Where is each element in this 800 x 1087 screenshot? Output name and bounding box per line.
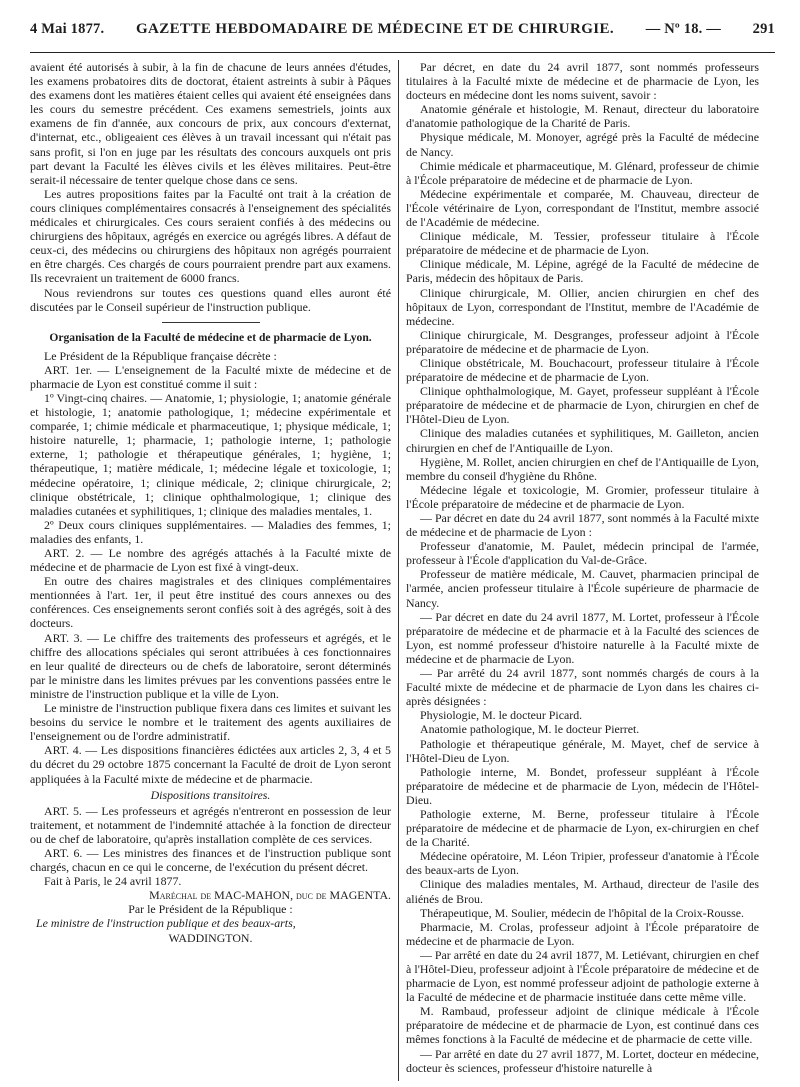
running-header bbox=[30, 6, 775, 53]
decree-paragraph: — Par arrêté en date du 27 avril 1877, M. Lortet, docteur en médecine, docteur ès sciences, professeur d'histoire naturelle à bbox=[406, 1046, 759, 1075]
appointment: Thérapeutique, M. Soulier, médecin de l'hôpital de la Croix-Rousse. bbox=[420, 905, 744, 920]
appointment: Chimie médicale et pharmaceutique, M. Glénard, professeur de chimie à l'École préparatoire de médecine et de pharmacie de Lyon. bbox=[406, 158, 759, 187]
appointment: Clinique médicale, M. Lépine, agrégé de la Faculté de médecine de Paris, médecin des hôpitaux de Paris. bbox=[406, 257, 759, 286]
decree-article: ART. 5. — Les professeurs et agrégés n'entreront en possession de leur traitement, et notamment de l'indemnité attachée à la fonction de directeur ou de chef de laboratoire, qu'après installation complète de ces services. bbox=[30, 803, 391, 846]
decree-paragraph: — Par arrêté en date du 24 avril 1877, M. Letiévant, chirurgien en chef à l'Hôtel-Dieu, professeur adjoint à l'École préparatoire de médecine et de pharmacie de Lyon, est nommé professeur adjoint de pathologie externe à la Faculté de médecine et de pharmacie instituée dans cette même ville. bbox=[406, 947, 759, 1005]
section-heading: Organisation de la Faculté de médecine et de pharmacie de Lyon. bbox=[49, 330, 372, 344]
signing-place-date: Fait à Paris, le 24 avril 1877. bbox=[44, 874, 182, 889]
paragraph: En outre des chaires magistrales et des cliniques complémentaires mentionnées à l'art. 1er, il peut être institué des cours annexes ou des conférences. Ces enseignements seront confiés soit à des agrégés, soit à des docteurs. bbox=[30, 574, 391, 631]
signature-president: Maréchal de MAC-MAHON, duc de MAGENTA. bbox=[149, 888, 391, 903]
appointment: Pathologie externe, M. Berne, professeur titulaire à l'École préparatoire de médecine et de pharmacie de Lyon, ex-chirurgien en chef de la Charité. bbox=[406, 806, 759, 850]
issue-number: — Nº 18. — bbox=[645, 20, 721, 37]
signature-minister: WADDINGTON. bbox=[168, 930, 253, 945]
page-number: 291 bbox=[752, 20, 775, 37]
appointment: Physique médicale, M. Monoyer, agrégé près la Faculté de médecine de Nancy. bbox=[406, 130, 759, 159]
appointment: Clinique des maladies cutanées et syphilitiques, M. Gailleton, ancien chirurgien en chef de l'Antiquaille de Lyon. bbox=[406, 426, 759, 455]
appointment: Professeur de matière médicale, M. Cauvet, pharmacien principal de l'armée, ancien professeur titulaire à l'École supérieure de pharmacie de Nancy. bbox=[406, 567, 759, 610]
paragraph: Les autres propositions faites par la Faculté ont trait à la création de cours cliniques complémentaires consacrés à l'enseignement des spécialités médicales et chirurgicales. Ces cours seraient confiés à des médecins ou chirurgiens des hôpitaux, agrégés en exercice ou agrégés libres. A défaut de ceux-ci, des médecins ou chirurgiens des hôpitaux non agrégés pourraient en être chargés. Ces chargés de cours pourraient prendre part aux examens. Ils recevraient un traitement de 6000 francs. bbox=[30, 186, 391, 286]
paragraph: avaient été autorisés à subir, à la fin de chacune de leurs années d'études, les examens probatoires dits de doctorat, étaient astreints à subir à Pâques des examens dont les matières étaient celles qui avaient été enseignées dans les cours du semestre précédent. Ces examens semestriels, joints aux examens de fin d'année, aux concours de prix, aux concours d'externat, d'internat, etc., obligeaient ces élèves à un travail incessant qui n'était pas sans profit, si l'on en juge par les résultats des concours auxquels ont pris part devant la Faculté les élèves civils et les élèves militaires. Peut-être serait-il nécessaire de tenter quelque chose dans ce sens. bbox=[30, 60, 391, 187]
appointment: Clinique médicale, M. Tessier, professeur titulaire à l'École préparatoire de médecine et de pharmacie de Lyon. bbox=[406, 229, 759, 258]
left-column bbox=[30, 60, 398, 945]
decree-article: 2º Deux cours cliniques supplémentaires. — Maladies des femmes, 1; maladies des enfants, 1. bbox=[30, 517, 391, 546]
paragraph: Le Président de la République française décrète : bbox=[44, 348, 277, 363]
appointment: Clinique chirurgicale, M. Ollier, ancien chirurgien en chef des hôpitaux de Lyon, correspondant de l'Institut, membre de l'Académie de médecine. bbox=[406, 285, 759, 328]
appointment: Physiologie, M. le docteur Picard. bbox=[420, 708, 583, 723]
appointment: Pathologie interne, M. Bondet, professeur suppléant à l'École préparatoire de médecine et de pharmacie de Lyon, médecin de l'Hôtel-Dieu. bbox=[406, 764, 759, 807]
decree-article: ART. 6. — Les ministres des finances et de l'instruction publique sont chargés, chacun en ce qui le concerne, de l'exécution du présent décret. bbox=[30, 845, 391, 875]
section-divider bbox=[162, 322, 260, 323]
issue-date: 4 Mai 1877. bbox=[30, 20, 105, 37]
appointment: Clinique ophthalmologique, M. Gayet, professeur suppléant à l'École préparatoire de médecine et de pharmacie de Lyon, chirurgien en chef de l'Hôtel-Dieu de Lyon. bbox=[406, 384, 759, 427]
decree-article: ART. 4. — Les dispositions financières édictées aux articles 2, 3, 4 et 5 du décret du 29 octobre 1875 concernant la Faculté de droit de Lyon seront appliquées à la Faculté mixte de médecine et de pharmacie. bbox=[30, 743, 391, 786]
right-column bbox=[398, 60, 759, 1081]
appointment: Clinique obstétricale, M. Bouchacourt, professeur titulaire à l'École préparatoire de médecine et de pharmacie de Lyon. bbox=[406, 355, 759, 385]
appointment: Clinique des maladies mentales, M. Arthaud, directeur de l'asile des aliénés de Brou. bbox=[406, 877, 759, 906]
appointment: Clinique chirurgicale, M. Desgranges, professeur adjoint à l'École préparatoire de médecine et de pharmacie de Lyon. bbox=[406, 327, 759, 356]
paragraph: Par décret, en date du 24 avril 1877, sont nommés professeurs titulaires à la Faculté mixte de médecine et de pharmacie de Lyon, les docteurs en médecine dont les noms suivent, savoir : bbox=[406, 60, 759, 103]
paragraph: Nous reviendrons sur toutes ces questions quand elles auront été discutées par le Conseil supérieur de l'instruction publique. bbox=[30, 285, 391, 314]
subheading: Dispositions transitoires. bbox=[150, 787, 271, 802]
decree-article: 1º Vingt-cinq chaires. — Anatomie, 1; physiologie, 1; anatomie générale et histologie, 1; anatomie pathologique, 1; médecine expérimentale et comparée, 1; chimie médicale et pharmaceutique, 1; physique médicale, 1; histoire naturelle, 1; pharmacie, 1; pathologie interne, 1; pathologie externe, 1; pathologie et thérapeutique générales, 1; hygiène, 1; thérapeutique, 1; matière médicale, 1; médecine légale et toxicologie, 1; médecine opératoire, 1; clinique médicale, 2; clinique chirurgicale, 2; clinique obstétricale, 1; clinique ophthalmologique, 1; clinique des maladies cutanées et syphilitiques, 1; clinique des maladies mentales, 1. bbox=[30, 390, 391, 518]
minister-title: Le ministre de l'instruction publique et des beaux-arts, bbox=[36, 916, 296, 931]
appointment: Anatomie générale et histologie, M. Renaut, directeur du laboratoire d'anatomie pathologique de la Charité de Paris. bbox=[406, 102, 759, 131]
appointment: Pharmacie, M. Crolas, professeur adjoint à l'École préparatoire de médecine et de pharmacie de Lyon. bbox=[406, 919, 759, 948]
decree-article: ART. 3. — Le chiffre des traitements des professeurs et agrégés, et le chiffre des allocations spéciales qui seront attribuées à ces fonctionnaires en leur qualité de directeurs ou de chefs de laboratoire, seront déterminés par le ministre dans les limites prévues par les conventions passées entre le ministre de l'instruction publique et la ville de Lyon. bbox=[30, 630, 391, 701]
decree-paragraph: — Par arrêté du 24 avril 1877, sont nommés chargés de cours à la Faculté mixte de médecine et de pharmacie de Lyon dans les chaires ci-après désignées : bbox=[406, 666, 759, 709]
decree-article: ART. 1er. — L'enseignement de la Faculté mixte de médecine et de pharmacie de Lyon est constitué comme il suit : bbox=[30, 362, 391, 391]
appointment: Pathologie et thérapeutique générale, M. Mayet, chef de service à l'Hôtel-Dieu de Lyon. bbox=[406, 736, 759, 765]
appointment: Médecine opératoire, M. Léon Tripier, professeur d'anatomie à l'École des beaux-arts de Lyon. bbox=[406, 849, 759, 878]
decree-article: ART. 2. — Le nombre des agrégés attachés à la Faculté mixte de médecine et de pharmacie de Lyon est fixé à vingt-deux. bbox=[30, 546, 391, 575]
appointment: Médecine légale et toxicologie, M. Gromier, professeur titulaire à l'École préparatoire de médecine et de pharmacie de Lyon. bbox=[406, 482, 759, 511]
decree-paragraph: — Par décret en date du 24 avril 1877, M. Lortet, professeur à l'École préparatoire de médecine et de pharmacie et à la Faculté des sciences de Lyon, est nommé professeur d'histoire naturelle à la Faculté mixte de médecine et de pharmacie de Lyon. bbox=[406, 609, 759, 666]
countersign-line: Par le Président de la République : bbox=[128, 902, 293, 917]
appointment: Hygiène, M. Rollet, ancien chirurgien en chef de l'Antiquaille de Lyon, membre du conseil d'hygiène du Rhône. bbox=[406, 454, 759, 483]
appointment: Anatomie pathologique, M. le docteur Pierret. bbox=[420, 722, 640, 737]
decree-paragraph: — Par décret en date du 24 avril 1877, sont nommés à la Faculté mixte de médecine et de pharmacie de Lyon : bbox=[406, 511, 759, 540]
appointment: Professeur d'anatomie, M. Paulet, médecin principal de l'armée, professeur à l'École d'application du Val-de-Grâce. bbox=[406, 539, 759, 568]
two-column-body bbox=[30, 60, 775, 1081]
journal-title: GAZETTE HEBDOMADAIRE DE MÉDECINE ET DE CHIRURGIE. bbox=[135, 20, 615, 37]
appointment: Médecine expérimentale et comparée, M. Chauveau, directeur de l'École vétérinaire de Lyon, correspondant de l'Institut, membre associé de l'Académie de médecine. bbox=[406, 186, 759, 230]
appointment: M. Rambaud, professeur adjoint de clinique médicale à l'École préparatoire de médecine et de pharmacie de Lyon, est continué dans ces mêmes fonctions à la Faculté de médecine et de pharmacie de cette ville. bbox=[406, 1004, 759, 1047]
paragraph: Le ministre de l'instruction publique fixera dans ces limites et suivant les besoins du service le nombre et le traitement des agents auxiliaires de l'enseignement ou de l'ordre administratif. bbox=[30, 701, 391, 744]
